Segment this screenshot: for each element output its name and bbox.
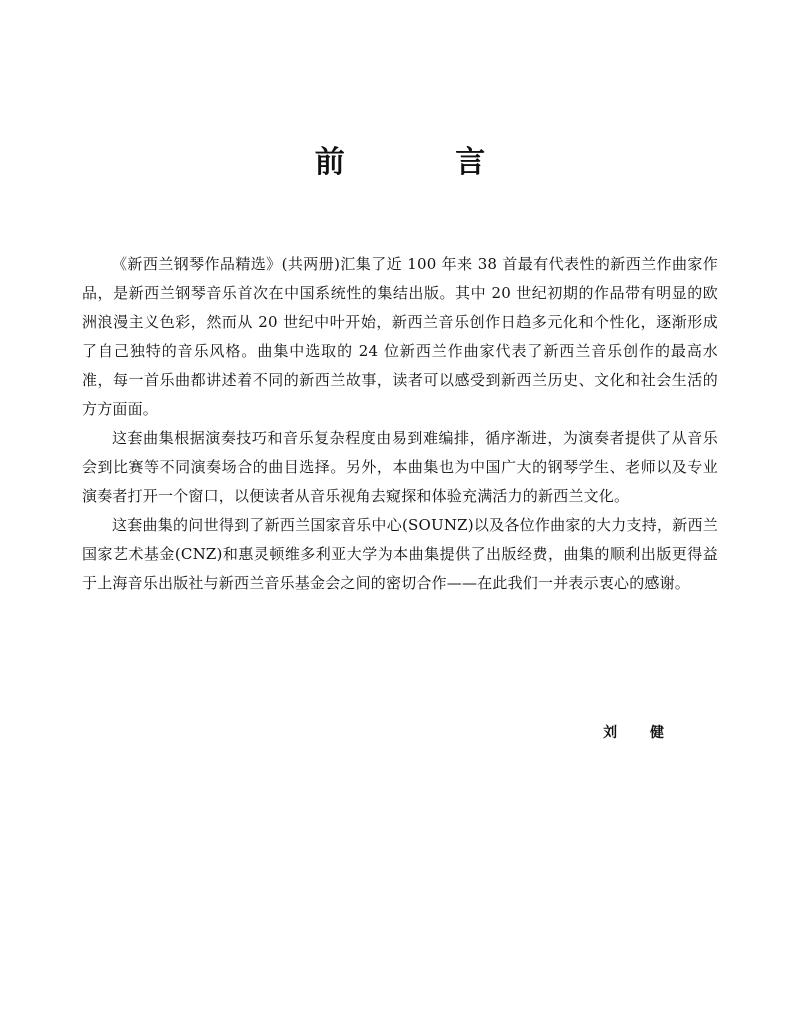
author-signature: 刘 健 [603, 725, 678, 741]
paragraph-2: 这套曲集根据演奏技巧和音乐复杂程度由易到难编排，循序渐进，为演奏者提供了从音乐会到比赛等不同演奏场合的曲目选择。另外，本曲集也为中国广大的钢琴学生、老师以及专业演奏者打开一个窗口，以便读者从音乐视角去窥探和体验充满活力的新西兰文化。 [82, 429, 718, 505]
page-title: 前 言 [314, 145, 536, 180]
preface-body [82, 250, 718, 598]
paragraph-3: 这套曲集的问世得到了新西兰国家音乐中心(SOUNZ)以及各位作曲家的大力支持，新西兰国家艺术基金(CNZ)和惠灵顿维多利亚大学为本曲集提供了出版经费，曲集的顺利出版更得益于上海音乐出版社与新西兰音乐基金会之间的密切合作——在此我们一并表示衷心的感谢。 [82, 516, 718, 592]
paragraph-1: 《新西兰钢琴作品精选》(共两册)汇集了近 100 年来 38 首最有代表性的新西兰作曲家作品，是新西兰钢琴音乐首次在中国系统性的集结出版。其中 20 世纪初期的作品带有明显的欧洲浪漫主义色彩，然而从 20 世纪中叶开始，新西兰音乐创作日趋多元化和个性化，逐渐形成了自己独特的音乐风格。曲集中选取的 24 位新西兰作曲家代表了新西兰音乐创作的最高水准，每一首乐曲都讲述着不同的新西兰故事，读者可以感受到新西兰历史、文化和社会生活的方方面面。 [82, 255, 718, 418]
